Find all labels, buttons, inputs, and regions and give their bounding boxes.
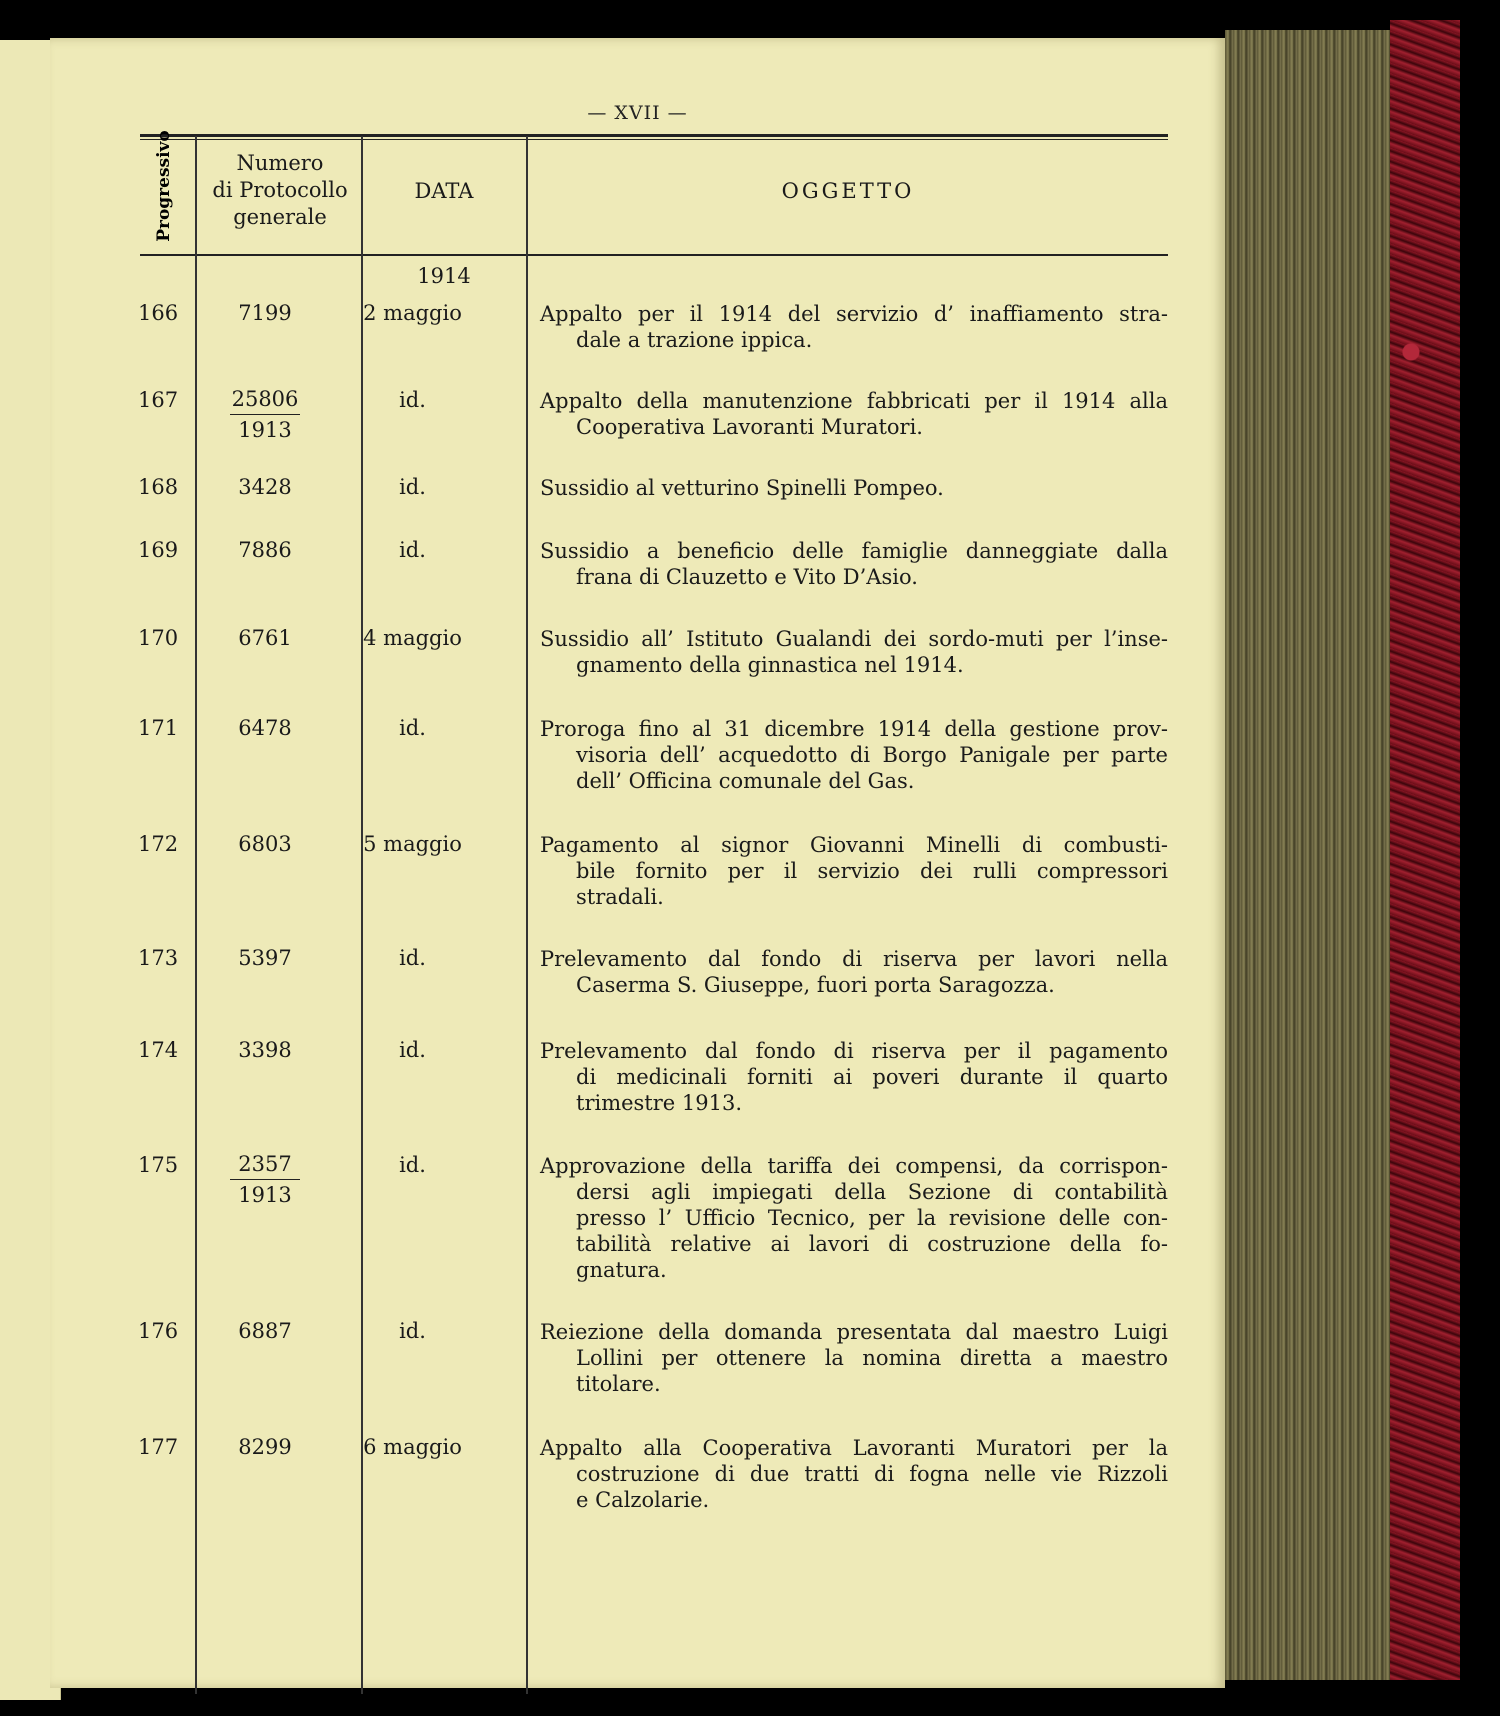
row-number: 173 xyxy=(138,946,179,970)
book-page xyxy=(50,38,1225,1688)
row-date: 6 maggio xyxy=(363,1435,462,1459)
row-date: id. xyxy=(399,1038,426,1062)
row-date: 2 maggio xyxy=(363,301,462,325)
row-number: 167 xyxy=(138,388,179,412)
row-date: id. xyxy=(399,388,426,412)
subject-line: Sussidio a beneficio delle famiglie danneggiate dalla xyxy=(540,539,1168,563)
subject-line: Prelevamento dal fondo di riserva per il pagamento xyxy=(540,1039,1168,1063)
year-label: 1914 xyxy=(417,264,471,288)
row-date: id. xyxy=(399,475,426,499)
subject-line: gnatura. xyxy=(576,1258,667,1282)
header-progressivo: Progressivo xyxy=(154,130,174,242)
row-date: id. xyxy=(399,1153,426,1177)
subject-line: presso l’ Ufficio Tecnico, per la revisione delle con- xyxy=(576,1206,1168,1230)
top-rule-thin xyxy=(140,139,1168,140)
subject-line: visoria dell’ acquedotto di Borgo Panigale per parte xyxy=(576,743,1168,767)
row-subject xyxy=(540,475,1168,501)
protocol-number: 3398 xyxy=(238,1038,292,1062)
row-subject xyxy=(540,1153,1168,1283)
protocol-number: 6761 xyxy=(238,626,292,650)
row-subject xyxy=(540,1038,1168,1116)
subject-line: titolare. xyxy=(576,1372,661,1396)
row-number: 171 xyxy=(138,716,179,740)
book-cover xyxy=(1390,20,1460,1680)
row-date: id. xyxy=(399,1319,426,1343)
subject-line: dell’ Officina comunale del Gas. xyxy=(576,769,915,793)
column-divider xyxy=(195,136,197,1694)
row-date: 4 maggio xyxy=(363,626,462,650)
row-subject xyxy=(540,1319,1168,1397)
subject-line: Appalto alla Cooperativa Lavoranti Muratori per la xyxy=(540,1436,1168,1460)
book-page-edges xyxy=(1225,30,1395,1680)
row-number: 168 xyxy=(138,475,179,499)
protocol-number xyxy=(200,1149,330,1210)
subject-line: Cooperativa Lavoranti Muratori. xyxy=(576,415,923,439)
protocol-number: 7199 xyxy=(238,301,292,325)
header-oggetto: OGGETTO xyxy=(781,179,915,203)
row-number: 172 xyxy=(138,832,179,856)
protocol-number: 6803 xyxy=(238,832,292,856)
subject-line: dersi agli impiegati della Sezione di contabilità xyxy=(576,1180,1168,1204)
subject-line: Appalto per il 1914 del servizio d’ inaffiamento stra- xyxy=(540,302,1168,326)
subject-line: tabilità relative ai lavori di costruzione della fo- xyxy=(576,1232,1168,1256)
row-number: 176 xyxy=(138,1319,179,1343)
row-number: 169 xyxy=(138,538,179,562)
header-rule xyxy=(140,254,1168,256)
column-divider xyxy=(526,136,528,1694)
subject-line: Prelevamento dal fondo di riserva per lavori nella xyxy=(540,947,1168,971)
row-subject xyxy=(540,538,1168,590)
subject-line: Pagamento al signor Giovanni Minelli di combusti- xyxy=(540,833,1168,857)
row-date: id. xyxy=(399,946,426,970)
subject-line: Lollini per ottenere la nomina diretta a maestro xyxy=(576,1346,1168,1370)
subject-line: frana di Clauzetto e Vito D’Asio. xyxy=(576,565,918,589)
subject-line: costruzione di due tratti di fogna nelle vie Rizzoli xyxy=(576,1462,1168,1486)
subject-line: trimestre 1913. xyxy=(576,1091,743,1115)
subject-line: Proroga fino al 31 dicembre 1914 della gestione prov- xyxy=(540,717,1168,741)
row-date: id. xyxy=(399,716,426,740)
top-rule xyxy=(140,134,1168,137)
subject-line: Approvazione della tariffa dei compensi, da corrispon- xyxy=(540,1154,1168,1178)
row-number: 174 xyxy=(138,1038,179,1062)
row-subject xyxy=(540,946,1168,998)
subject-line: Reiezione della domanda presentata dal maestro Luigi xyxy=(540,1320,1168,1344)
row-number: 175 xyxy=(138,1153,179,1177)
protocol-number: 7886 xyxy=(238,538,292,562)
row-subject xyxy=(540,1435,1168,1513)
protocol-number xyxy=(200,384,330,445)
subject-line: Sussidio all’ Istituto Gualandi dei sordo-muti per l’inse- xyxy=(540,627,1168,651)
header-numero: Numero di Protocollo generale xyxy=(212,151,348,229)
column-divider xyxy=(361,136,363,1694)
subject-line: e Calzolarie. xyxy=(576,1488,710,1512)
protocol-number: 5397 xyxy=(238,946,292,970)
header-data: DATA xyxy=(414,179,474,203)
row-subject xyxy=(540,388,1168,440)
row-subject xyxy=(540,716,1168,794)
row-subject xyxy=(540,301,1168,353)
row-number: 170 xyxy=(138,626,179,650)
row-date: 5 maggio xyxy=(363,832,462,856)
subject-line: dale a trazione ippica. xyxy=(576,328,813,352)
protocol-number: 6887 xyxy=(238,1319,292,1343)
subject-line: di medicinali forniti ai poveri durante il quarto xyxy=(576,1065,1168,1089)
row-date: id. xyxy=(399,538,426,562)
protocol-number-value: 25806 xyxy=(230,384,300,415)
row-number: 177 xyxy=(138,1435,179,1459)
protocol-number-value: 2357 xyxy=(230,1149,300,1180)
row-number: 166 xyxy=(138,301,179,325)
subject-line: stradali. xyxy=(576,885,664,909)
protocol-number: 6478 xyxy=(238,716,292,740)
protocol-number: 3428 xyxy=(238,475,292,499)
subject-line: Caserma S. Giuseppe, fuori porta Saragozza. xyxy=(576,973,1055,997)
running-head: — XVII — xyxy=(587,102,688,124)
row-subject xyxy=(540,832,1168,910)
protocol-number: 8299 xyxy=(238,1435,292,1459)
subject-line: bile fornito per il servizio dei rulli compressori xyxy=(576,859,1168,883)
protocol-year: 1913 xyxy=(238,418,292,442)
subject-line: Sussidio al vetturino Spinelli Pompeo. xyxy=(540,476,944,500)
protocol-year: 1913 xyxy=(238,1183,292,1207)
row-subject xyxy=(540,626,1168,678)
subject-line: gnamento della ginnastica nel 1914. xyxy=(576,653,964,677)
subject-line: Appalto della manutenzione fabbricati per il 1914 alla xyxy=(540,389,1168,413)
